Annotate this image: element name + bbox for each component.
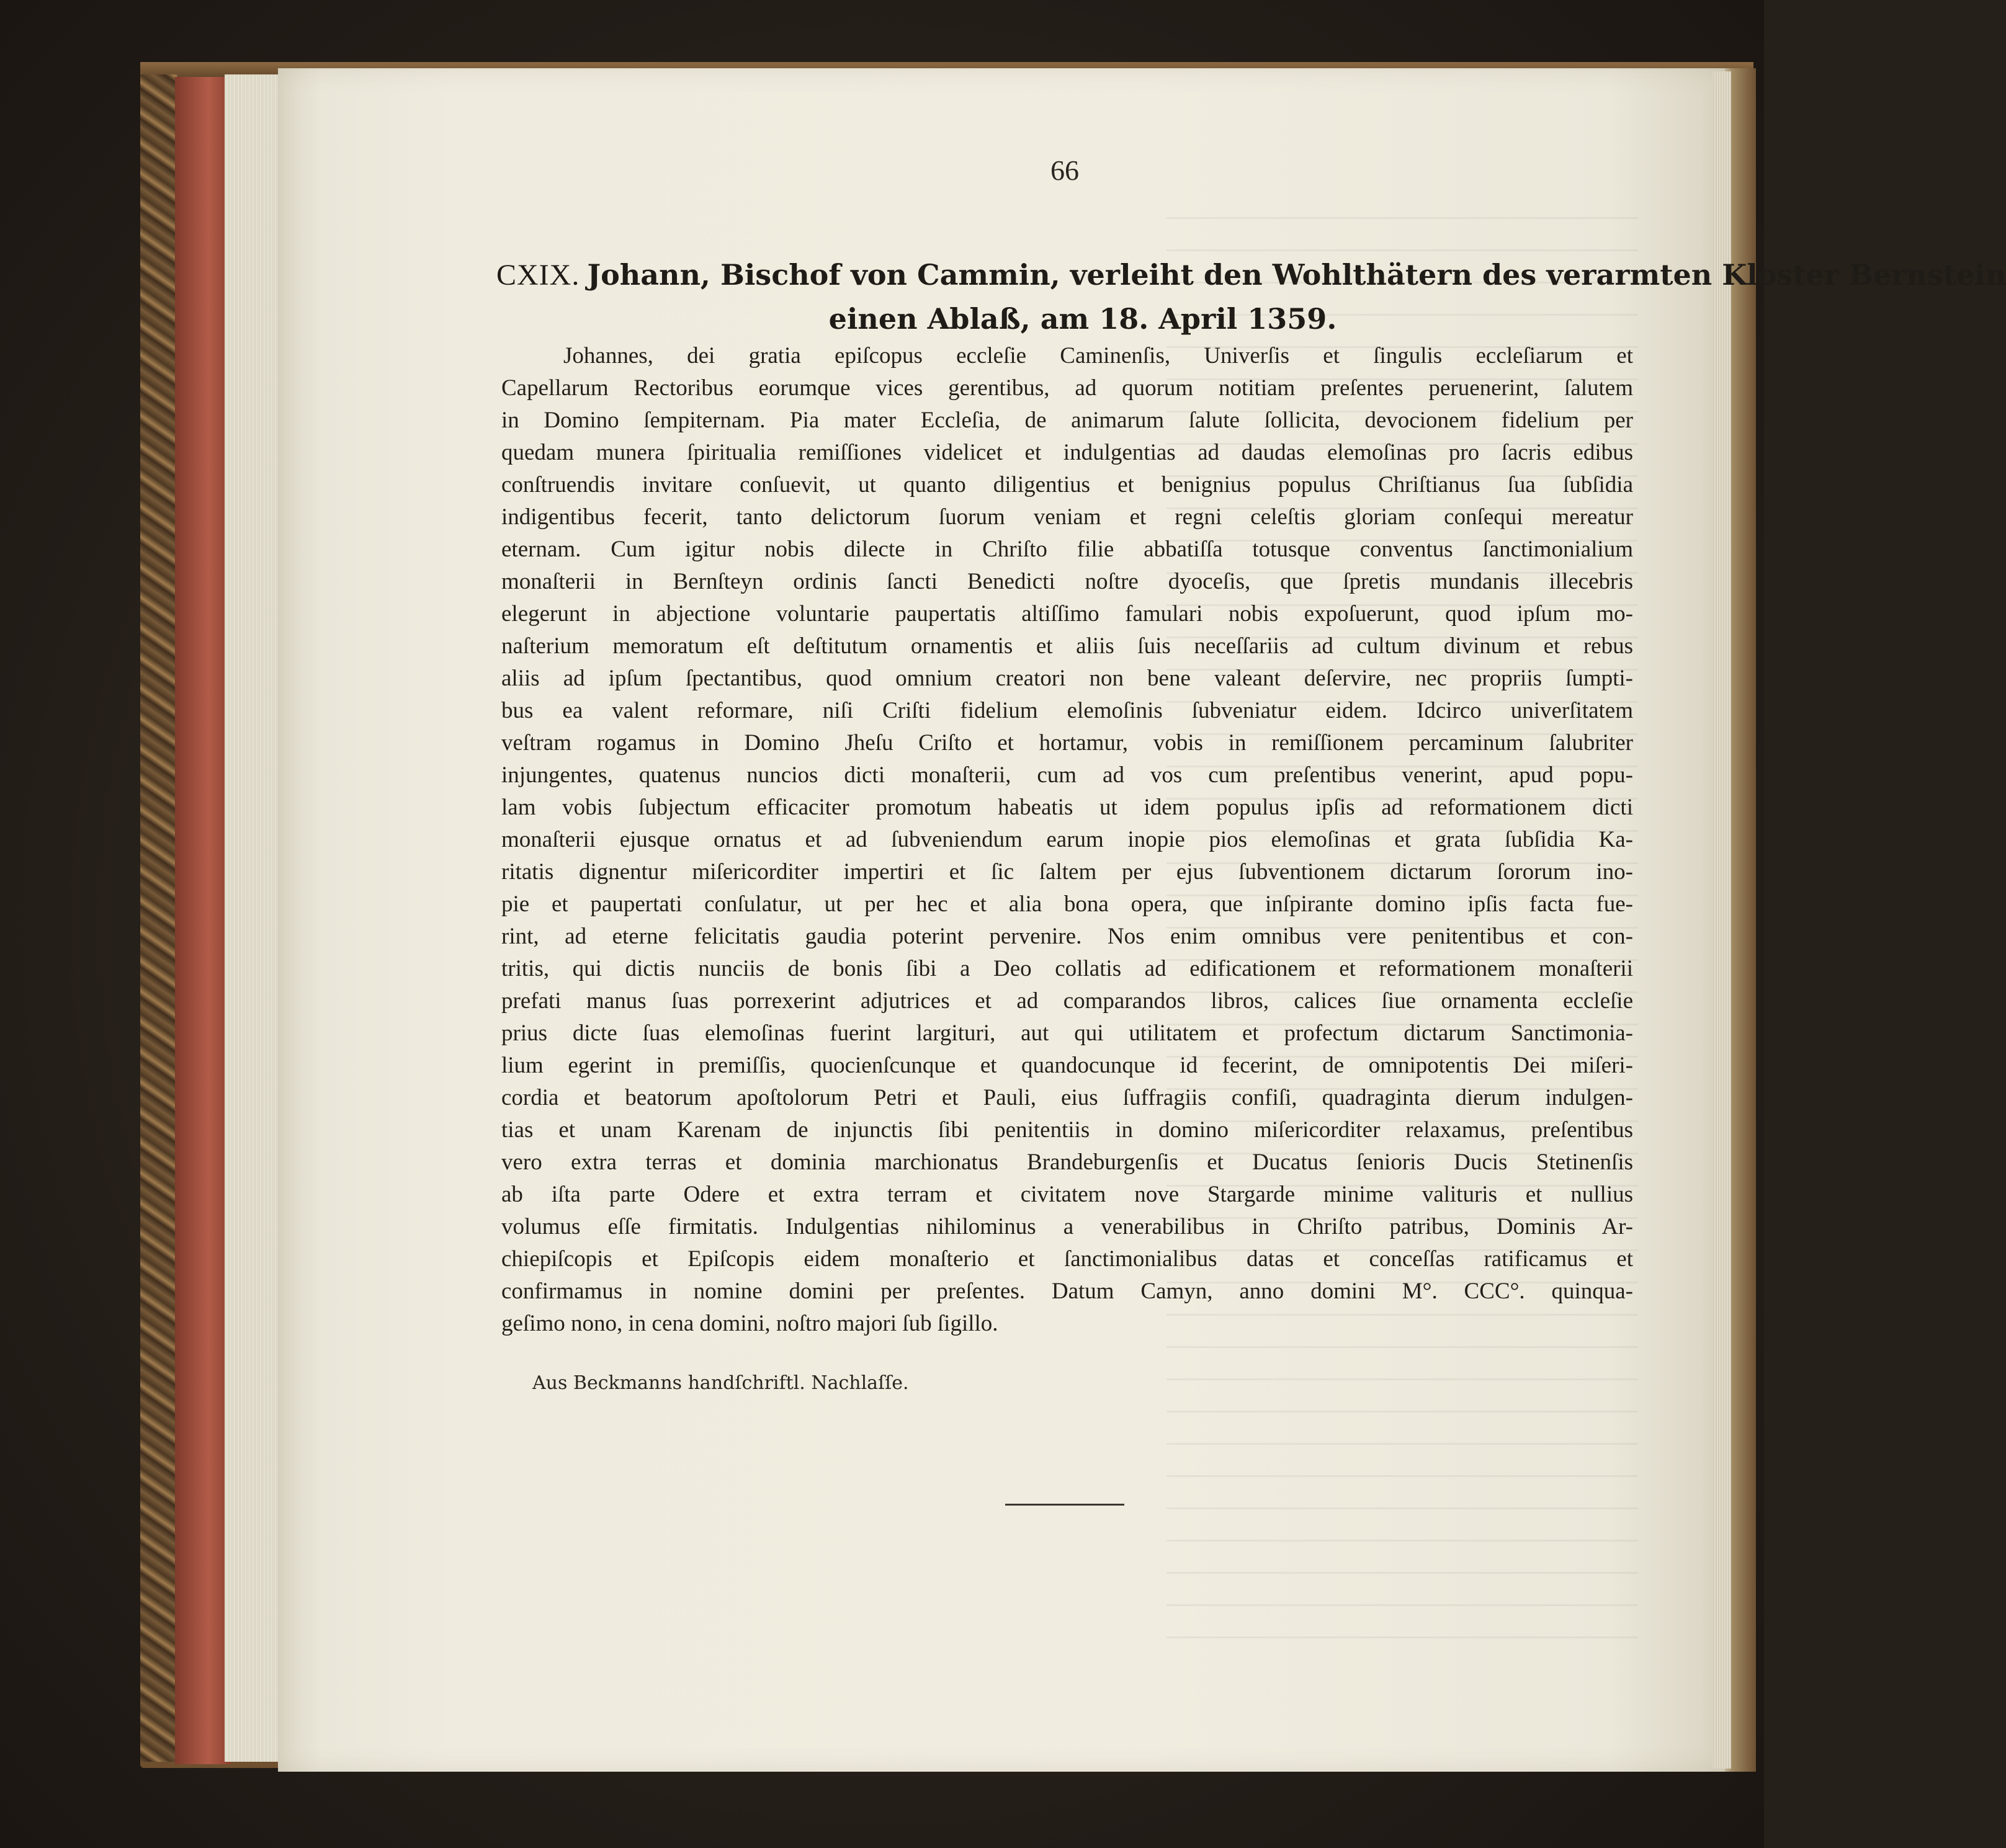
book-spine-edge [175, 77, 231, 1764]
body-line: indigentibus fecerit, tanto delictorum ſuorum veniam et regni celeſtis gloriam conſequi mereatur [501, 504, 1633, 530]
document-heading [496, 253, 2006, 341]
body-line: Johannes, dei gratia epiſcopus eccleſie Caminenſis, Univerſis et ſingulis eccleſiarum et [563, 343, 1633, 368]
body-line: in Domino ſempiternam. Pia mater Eccleſia, de animarum ſalute ſollicita, devocionem fidelium per [501, 408, 1633, 433]
body-line: confirmamus in nomine domini per preſentes. Datum Camyn, anno domini M°. CCC°. quinqua- [501, 1279, 1633, 1304]
body-line: pie et paupertati conſulatur, ut per hec et alia bona opera, que inſpirante domino ipſis facta fue- [501, 891, 1633, 917]
body-line: quedam munera ſpiritualia remiſſiones videlicet et indulgentias ad daudas elemoſinas pro ſacris edibus [501, 440, 1633, 465]
body-line: tias et unam Karenam de injunctis ſibi penitentiis in domino miſericorditer relaxamus, preſentibus [501, 1117, 1633, 1143]
body-line: vero extra terras et dominia marchionatus Brandeburgenſis et Ducatus ſenioris Ducis Stetinenſis [501, 1149, 1633, 1175]
body-line: lium egerint in premiſſis, quocienſcunque et quandocunque id fecerint, de omnipotentis Dei miſeri- [501, 1053, 1633, 1078]
marbled-endpaper [140, 74, 177, 1762]
body-line: rint, ad eterne felicitatis gaudia poterint pervenire. Nos enim omnibus vere penitentibus et con- [501, 924, 1633, 949]
document-number: CXIX. [496, 259, 580, 292]
body-line: conſtruendis invitare conſuevit, ut quanto diligentius et benignius populus Chriſtianus ſua ſubſidia [501, 472, 1633, 498]
body-line: ritatis dignentur miſericorditer impertiri et ſic ſaltem per ejus ſubventionem dictarum ſororum ino- [501, 859, 1633, 885]
source-note: Aus Beckmanns handſchriftl. Nachlaſſe. [532, 1372, 909, 1394]
page-number: 66 [1050, 154, 1079, 186]
body-line: aliis ad ipſum ſpectantibus, quod omnium creatori non bene valeant deſervire, nec propriis ſumpti- [501, 666, 1633, 691]
body-line: tritis, qui dictis nunciis de bonis ſibi a Deo collatis ad edificationem et reformationem monaſterii [501, 956, 1633, 981]
body-line: elegerunt in abjectione voluntarie paupertatis altiſſimo famulari nobis expoſuerunt, quod ipſum mo- [501, 601, 1633, 627]
section-divider [1005, 1504, 1124, 1506]
body-line: naſterium memoratum eſt deſtitutum ornamentis et aliis ſuis neceſſariis ad cultum divinum et rebus [501, 633, 1633, 659]
body-line: eternam. Cum igitur nobis dilecte in Chriſto filie abbatiſſa totusque conventus ſanctimonialium [501, 537, 1633, 562]
document-body [501, 340, 1633, 1340]
body-line: geſimo nono, in cena domini, noſtro majori ſub ſigillo. [501, 1311, 998, 1336]
page-stack-right [1713, 71, 1731, 1769]
body-line: chiepiſcopis et Epiſcopis eidem monaſterio et ſanctimonialibus datas et conceſſas ratificamus et [501, 1246, 1633, 1272]
body-line: cordia et beatorum apoſtolorum Petri et Pauli, eius ſuffragiis confiſi, quadraginta dierum indulgen- [501, 1085, 1633, 1110]
body-line: prius dicte ſuas elemoſinas fuerint largituri, aut qui utilitatem et profectum dictarum Sanctimonia- [501, 1020, 1633, 1046]
body-line: veſtram rogamus in Domino Jheſu Criſto et hortamur, vobis in remiſſionem percaminum ſalubriter [501, 730, 1633, 756]
body-line: Capellarum Rectoribus eorumque vices gerentibus, ad quorum notitiam preſentes peruenerint, ſalutem [501, 375, 1633, 401]
body-line: prefati manus ſuas porrexerint adjutrices et ad comparandos libros, calices ſiue ornamenta eccleſie [501, 988, 1633, 1014]
body-line: injungentes, quatenus nuncios dicti monaſterii, cum ad vos cum preſentibus venerint, apud popu- [501, 762, 1633, 788]
heading-title: Johann, Bischof von Cammin, verleiht den Wohlthätern des verarmten Kloster Bernstein [587, 258, 2006, 292]
body-line: bus ea valent reformare, niſi Criſti fidelium elemoſinis ſubveniatur eidem. Idcirco univerſitatem [501, 698, 1633, 723]
body-line: volumus eſſe firmitatis. Indulgentias nihilominus a venerabilibus in Chriſto patribus, Dominis Ar- [501, 1214, 1633, 1239]
heading-line-2: einen Ablaß, am 18. April 1359. [828, 302, 1337, 336]
page-stack-left [225, 74, 280, 1762]
body-line: lam vobis ſubjectum efficaciter promotum habeatis ut idem populus ipſis ad reformationem dicti [501, 795, 1633, 820]
heading-line-1 [496, 253, 2006, 297]
body-line: ab iſta parte Odere et extra terram et civitatem nove Stargarde minime valituris et nullius [501, 1182, 1633, 1207]
body-line: monaſterii in Bernſteyn ordinis ſancti Benedicti noſtre dyoceſis, que ſpretis mundanis illecebris [501, 569, 1633, 594]
body-line: monaſterii ejusque ornatus et ad ſubveniendum earum inopie pios elemoſinas et grata ſubſidia Ka- [501, 827, 1633, 852]
